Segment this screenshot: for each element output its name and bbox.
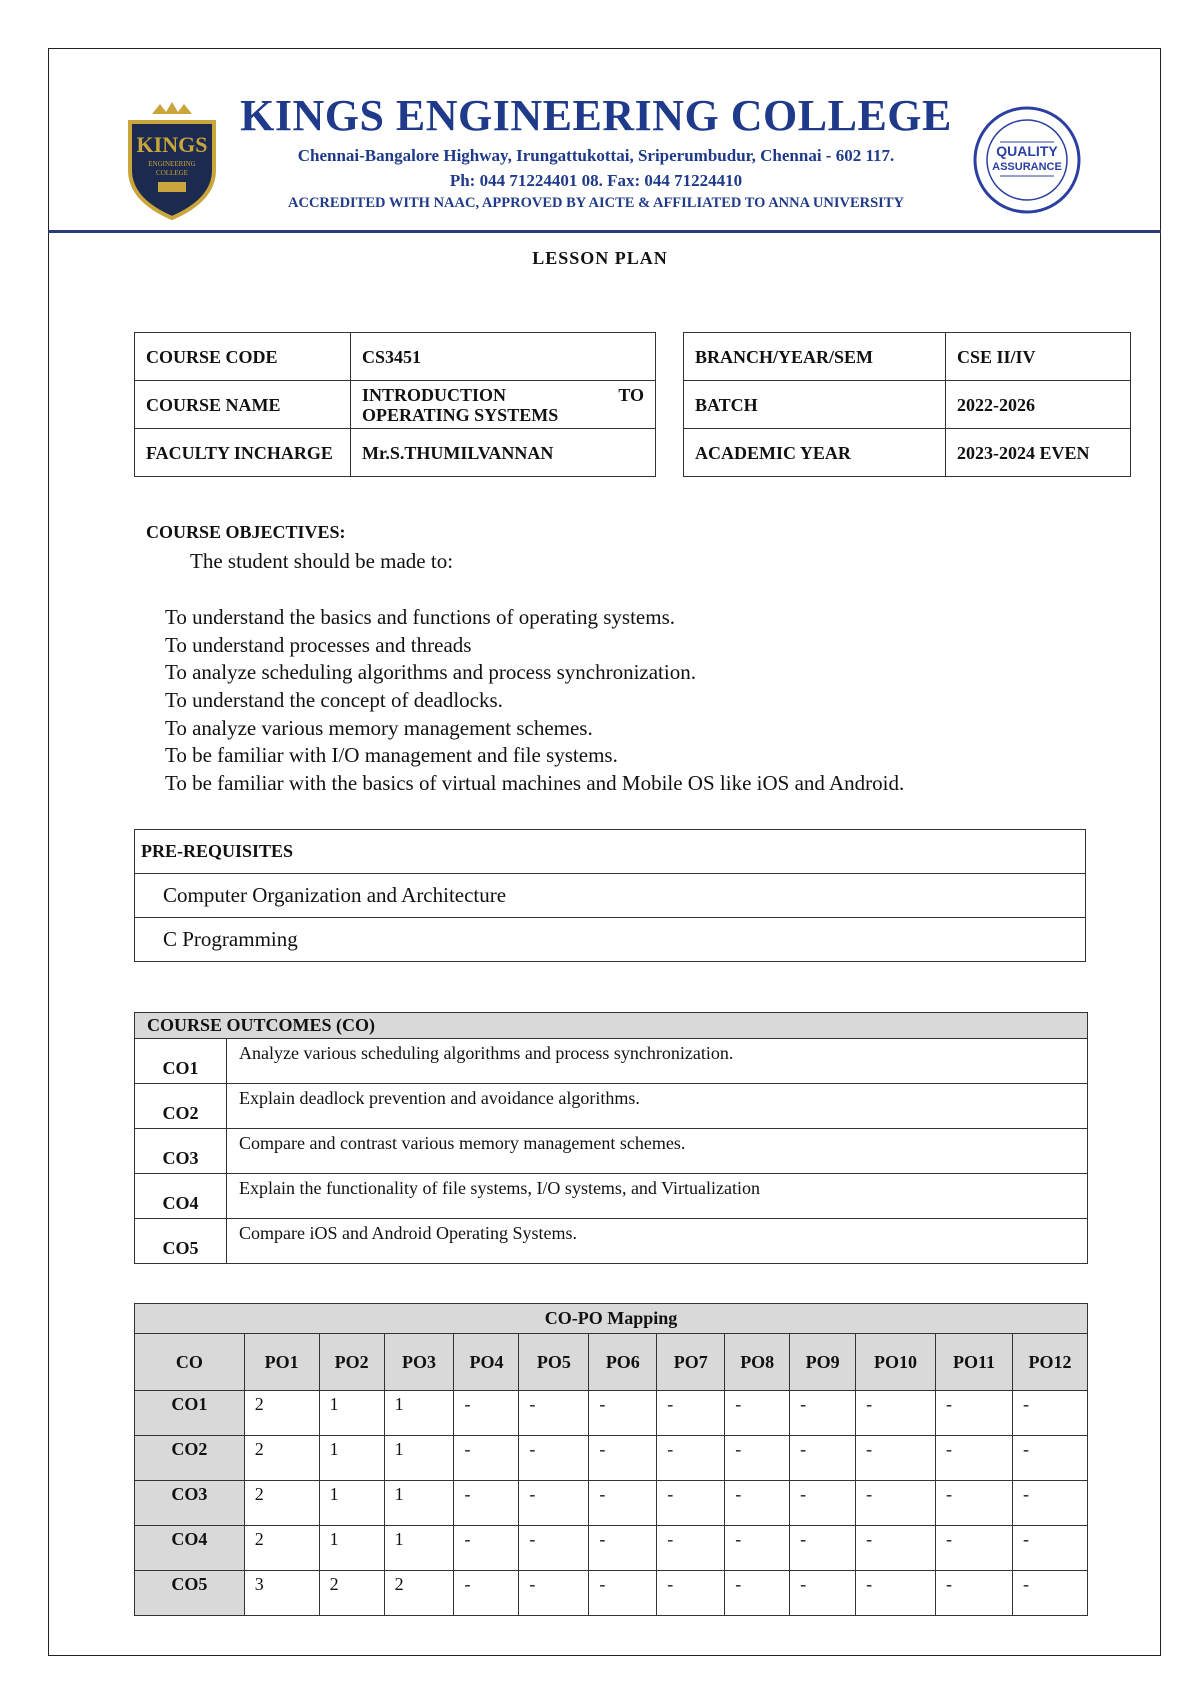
mapping-row [135, 1436, 1088, 1481]
mapping-column-header: PO8 [725, 1334, 790, 1391]
mapping-cell: - [1012, 1526, 1087, 1571]
mapping-cell: - [454, 1391, 519, 1436]
mapping-row [135, 1391, 1088, 1436]
mapping-cell: 1 [384, 1481, 454, 1526]
svg-text:KINGS: KINGS [136, 132, 208, 157]
mapping-cell: - [936, 1391, 1013, 1436]
mapping-column-header: CO [135, 1334, 245, 1391]
mapping-cell: - [936, 1571, 1013, 1616]
college-address: Chennai-Bangalore Highway, Irungattukottai, Sriperumbudur, Chennai - 602 117. [297, 146, 895, 165]
mapping-row-co: CO4 [135, 1526, 245, 1571]
svg-text:ENGINEERING: ENGINEERING [148, 160, 196, 168]
info-value: 2023-2024 EVEN [946, 429, 1131, 477]
mapping-cell: 1 [384, 1436, 454, 1481]
mapping-cell: - [454, 1436, 519, 1481]
info-value: CSE II/IV [946, 333, 1131, 381]
header-divider [48, 230, 1161, 233]
co-code: CO4 [135, 1174, 227, 1219]
mapping-cell: 1 [384, 1526, 454, 1571]
mapping-cell: - [519, 1571, 589, 1616]
mapping-cell: - [589, 1526, 657, 1571]
co-code: CO3 [135, 1129, 227, 1174]
info-label: COURSE NAME [135, 381, 351, 429]
mapping-cell: - [589, 1571, 657, 1616]
corner-mark [48, 48, 49, 66]
mapping-column-header: PO5 [519, 1334, 589, 1391]
mapping-cell: - [936, 1481, 1013, 1526]
mapping-cell: - [725, 1481, 790, 1526]
mapping-column-header: PO1 [244, 1334, 319, 1391]
svg-text:ASSURANCE: ASSURANCE [992, 161, 1062, 173]
mapping-row-co: CO1 [135, 1391, 245, 1436]
mapping-row [135, 1481, 1088, 1526]
mapping-cell: 2 [384, 1571, 454, 1616]
co-description: Compare iOS and Android Operating Systems. [227, 1219, 1088, 1264]
quality-assurance-seal [972, 104, 1082, 216]
co-code: CO1 [135, 1039, 227, 1084]
objective-item: To be familiar with I/O management and file systems. [165, 743, 618, 768]
mapping-cell: 1 [319, 1391, 384, 1436]
mapping-row-co: CO3 [135, 1481, 245, 1526]
accreditation-line: ACCREDITED WITH NAAC, APPROVED BY AICTE & AFFILIATED TO ANNA UNIVERSITY [288, 195, 904, 211]
mapping-column-header: PO11 [936, 1334, 1013, 1391]
mapping-cell: 1 [384, 1391, 454, 1436]
info-value: CS3451 [351, 333, 656, 381]
prerequisite-item: Computer Organization and Architecture [135, 874, 1086, 918]
mapping-column-header: PO4 [454, 1334, 519, 1391]
objectives-intro: The student should be made to: [190, 549, 454, 573]
mapping-cell: - [856, 1571, 936, 1616]
mapping-cell: - [1012, 1571, 1087, 1616]
prerequisites-table [134, 829, 1086, 962]
co-description: Explain deadlock prevention and avoidance algorithms. [227, 1084, 1088, 1129]
mapping-row-co: CO2 [135, 1436, 245, 1481]
mapping-cell: - [519, 1526, 589, 1571]
mapping-cell: 2 [319, 1571, 384, 1616]
mapping-cell: 1 [319, 1481, 384, 1526]
mapping-cell: - [856, 1526, 936, 1571]
co-code: CO5 [135, 1219, 227, 1264]
mapping-cell: - [725, 1436, 790, 1481]
mapping-column-header: PO10 [856, 1334, 936, 1391]
mapping-cell: - [519, 1481, 589, 1526]
mapping-cell: - [725, 1526, 790, 1571]
mapping-cell: - [454, 1481, 519, 1526]
mapping-cell: 3 [244, 1571, 319, 1616]
mapping-row [135, 1526, 1088, 1571]
mapping-cell: - [1012, 1481, 1087, 1526]
college-logo [122, 100, 222, 220]
info-label: BATCH [684, 381, 946, 429]
mapping-cell: - [790, 1481, 856, 1526]
mapping-row [135, 1571, 1088, 1616]
co-description: Analyze various scheduling algorithms and process synchronization. [227, 1039, 1088, 1084]
svg-text:COLLEGE: COLLEGE [156, 169, 188, 177]
info-label: ACADEMIC YEAR [684, 429, 946, 477]
mapping-cell: - [790, 1526, 856, 1571]
mapping-row-co: CO5 [135, 1571, 245, 1616]
mapping-cell: - [589, 1481, 657, 1526]
mapping-column-header: PO6 [589, 1334, 657, 1391]
objective-item: To understand processes and threads [165, 632, 472, 657]
co-description: Compare and contrast various memory management schemes. [227, 1129, 1088, 1174]
info-value: Mr.S.THUMILVANNAN [351, 429, 656, 477]
mapping-cell: - [936, 1436, 1013, 1481]
mapping-cell: - [589, 1391, 657, 1436]
mapping-cell: - [790, 1436, 856, 1481]
mapping-cell: - [725, 1391, 790, 1436]
mapping-cell: - [519, 1391, 589, 1436]
objective-item: To analyze various memory management schemes. [165, 715, 593, 740]
mapping-cell: - [856, 1481, 936, 1526]
info-label: BRANCH/YEAR/SEM [684, 333, 946, 381]
mapping-cell: 2 [244, 1436, 319, 1481]
mapping-cell: - [657, 1391, 725, 1436]
objectives-list [165, 604, 904, 798]
info-label: FACULTY INCHARGE [135, 429, 351, 477]
mapping-title: CO-PO Mapping [135, 1304, 1088, 1334]
mapping-cell: - [454, 1526, 519, 1571]
mapping-cell: - [856, 1436, 936, 1481]
mapping-column-header: PO9 [790, 1334, 856, 1391]
college-name: KINGS ENGINEERING COLLEGE [240, 91, 952, 140]
objective-item: To be familiar with the basics of virtual machines and Mobile OS like iOS and Android. [165, 771, 905, 796]
info-value: INTRODUCTION TO OPERATING SYSTEMS [351, 381, 656, 429]
mapping-cell: 2 [244, 1481, 319, 1526]
course-info-table [134, 332, 656, 477]
mapping-cell: - [1012, 1391, 1087, 1436]
objective-item: To understand the concept of deadlocks. [165, 688, 503, 713]
mapping-cell: - [657, 1481, 725, 1526]
info-value: 2022-2026 [946, 381, 1131, 429]
objective-item: To analyze scheduling algorithms and process synchronization. [165, 660, 696, 685]
svg-text:QUALITY: QUALITY [996, 143, 1058, 159]
mapping-cell: - [519, 1436, 589, 1481]
mapping-cell: - [856, 1391, 936, 1436]
co-description: Explain the functionality of file systems, I/O systems, and Virtualization [227, 1174, 1088, 1219]
mapping-column-header: PO7 [657, 1334, 725, 1391]
prerequisites-heading: PRE-REQUISITES [135, 830, 1086, 874]
mapping-cell: - [790, 1571, 856, 1616]
mapping-column-header: PO12 [1012, 1334, 1087, 1391]
co-po-mapping-table [134, 1303, 1088, 1616]
mapping-cell: 1 [319, 1436, 384, 1481]
objectives-heading: COURSE OBJECTIVES: [146, 522, 346, 542]
mapping-cell: - [657, 1526, 725, 1571]
batch-info-table [683, 332, 1131, 477]
mapping-cell: - [454, 1571, 519, 1616]
mapping-cell: - [1012, 1436, 1087, 1481]
mapping-cell: - [657, 1436, 725, 1481]
mapping-column-header: PO2 [319, 1334, 384, 1391]
course-outcomes-table [134, 1012, 1088, 1264]
mapping-cell: 1 [319, 1526, 384, 1571]
mapping-cell: 2 [244, 1526, 319, 1571]
page-title: LESSON PLAN [532, 248, 668, 268]
mapping-cell: - [589, 1436, 657, 1481]
college-phone: Ph: 044 71224401 08. Fax: 044 71224410 [449, 171, 743, 190]
mapping-column-header: PO3 [384, 1334, 454, 1391]
mapping-cell: - [936, 1526, 1013, 1571]
co-code: CO2 [135, 1084, 227, 1129]
info-label: COURSE CODE [135, 333, 351, 381]
outcomes-heading: COURSE OUTCOMES (CO) [135, 1013, 1088, 1039]
prerequisite-item: C Programming [135, 918, 1086, 962]
mapping-cell: - [725, 1571, 790, 1616]
mapping-cell: 2 [244, 1391, 319, 1436]
objective-item: To understand the basics and functions of operating systems. [165, 605, 676, 629]
mapping-cell: - [790, 1391, 856, 1436]
mapping-cell: - [657, 1571, 725, 1616]
